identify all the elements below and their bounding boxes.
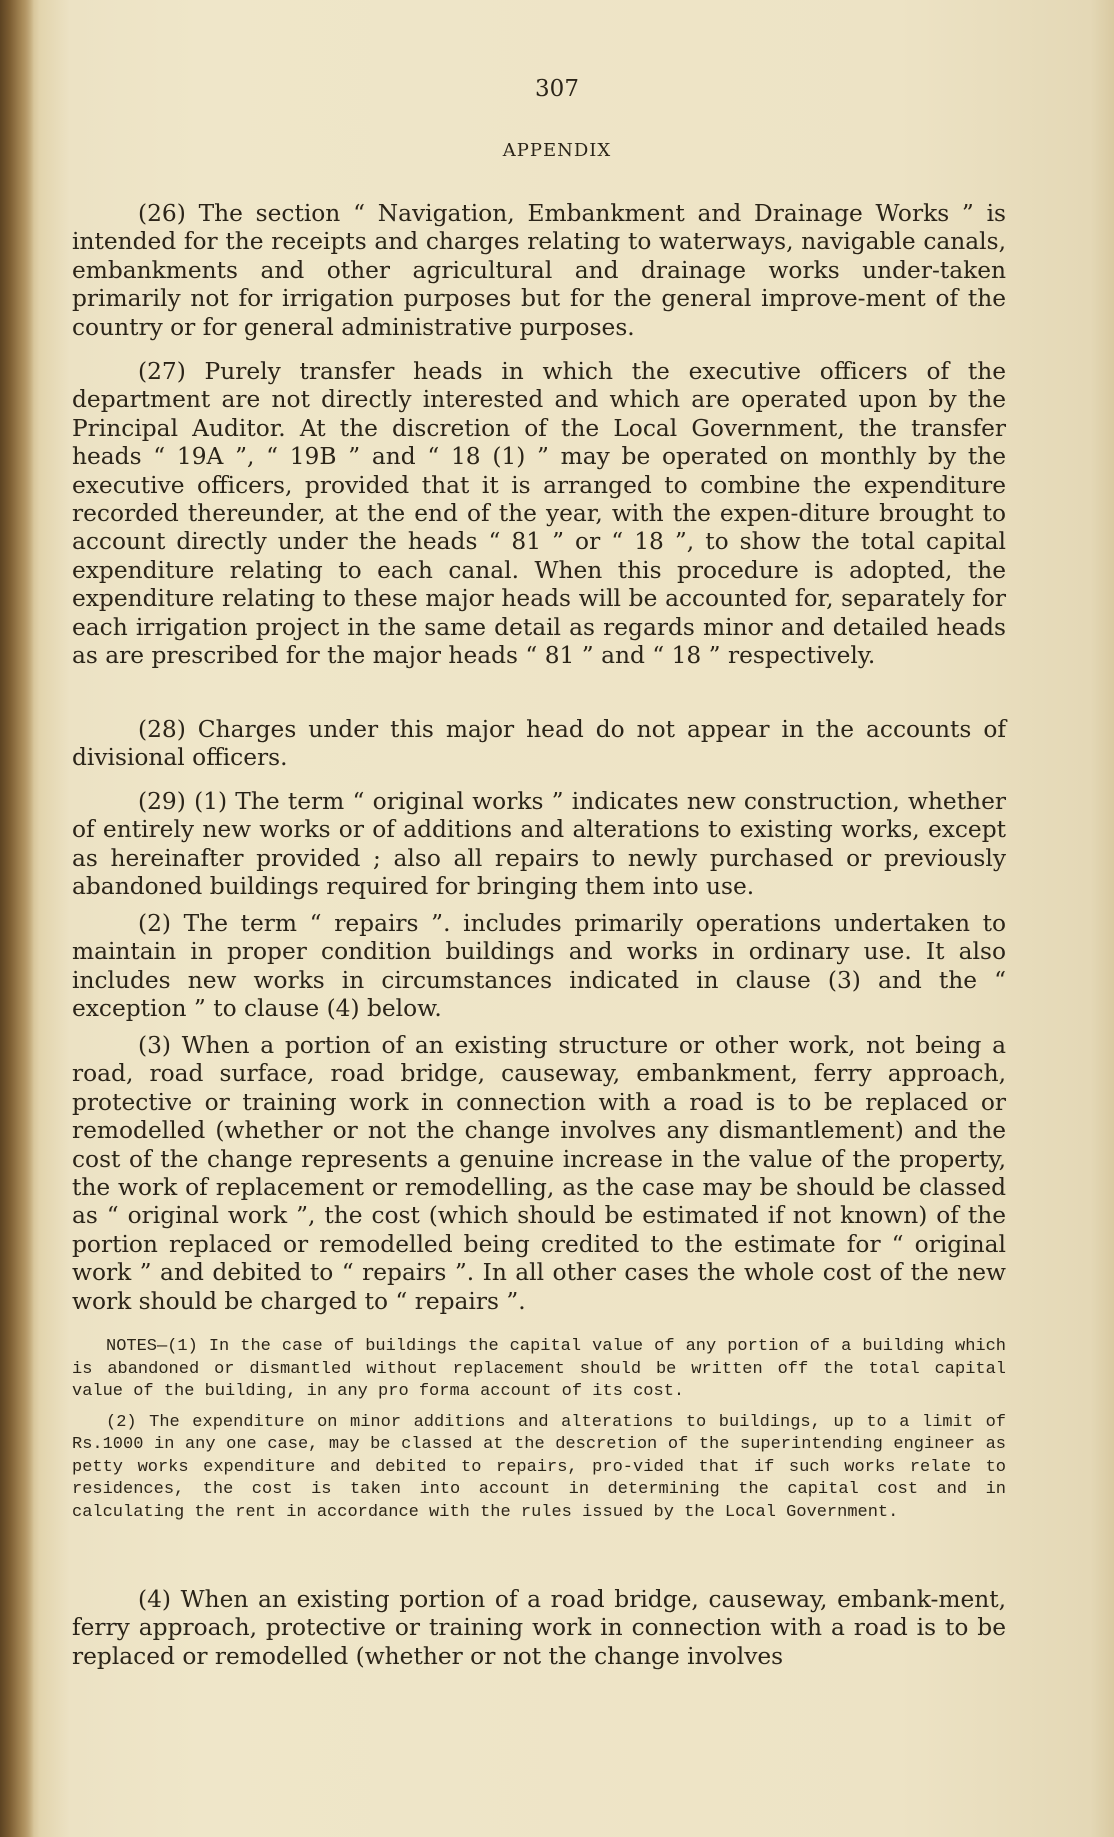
paragraph-29-4-block [72, 1586, 1006, 1671]
paragraph-26-block [72, 200, 1006, 342]
paragraph-29-3-block [72, 1032, 1006, 1316]
page-heading: APPENDIX [502, 140, 612, 161]
paragraph-26: (26) The section “ Navigation, Embankment and Drainage Works ” is intended for the receipts and charges relating to waterways, navigable canals, embankments and other agricultural and drainage works under-taken primarily not for irrigation purposes but for the general improve-ment of the country or for general administrative purposes. [72, 200, 1006, 341]
notes-block [72, 1336, 1006, 1524]
paragraph-29-1-block [72, 788, 1006, 902]
note-2: (2) The expenditure on minor additions and alterations to buildings, up to a limit of Rs.1000 in any one case, may be classed at the descretion of the superintending engineer as petty works expenditure and debited to repairs, pro-vided that if such works relate to residences, the cost is taken into account in determining the capital cost and in calculating the rent in accordance with the rules issued by the Local Government. [72, 1412, 1006, 1522]
paragraph-27: (27) Purely transfer heads in which the executive officers of the department are not directly interested and which are operated upon by the Principal Auditor. At the discretion of the Local Government, the transfer heads “ 19A ”, “ 19B ” and “ 18 (1) ” may be operated on monthly by the executive officers, provided that it is arranged to combine the expenditure recorded thereunder, at the end of the year, with the expen-diture brought to account directly under the heads “ 81 ” or “ 18 ”, to show the total capital expenditure relating to each canal. When this procedure is adopted, the expenditure relating to these major heads will be accounted for, separately for each irrigation project in the same detail as regards minor and detailed heads as are prescribed for the major heads “ 81 ” and “ 18 ” respectively. [72, 358, 1006, 670]
paragraph-29-2: (2) The term “ repairs ”. includes primarily operations undertaken to maintain in proper condition buildings and works in ordinary use. It also includes new works in circumstances indicated in clause (3) and the “ exception ” to clause (4) below. [72, 910, 1006, 1023]
note-1: NOTES—(1) In the case of buildings the capital value of any portion of a building which is abandoned or dismantled without replacement should be written off the total capital value of the building, in any pro forma account of its cost. [72, 1337, 1006, 1401]
paragraph-29-4: (4) When an existing portion of a road bridge, causeway, embank-ment, ferry approach, protective or training work in connection with a road is to be replaced or remodelled (whether or not the change involves [72, 1586, 1006, 1670]
page-number: 307 [535, 76, 579, 102]
paragraph-29-3: (3) When a portion of an existing structure or other work, not being a road, road surface, road bridge, causeway, embankment, ferry approach, protective or training work in connection with a road is to be replaced or remodelled (whether or not the change involves any dismantlement) and the cost of the change represents a genuine increase in the value of the property, the work of replacement or remodelling, as the case may be should be classed as “ original work ”, the cost (which should be estimated if not known) of the portion replaced or remodelled being credited to the estimate for “ original work ” and debited to “ repairs ”. In all other cases the whole cost of the new work should be charged to “ repairs ”. [72, 1032, 1006, 1315]
book-spine-shadow [0, 0, 34, 1837]
paragraph-29-1: (29) (1) The term “ original works ” indicates new construction, whether of entirely new works or of additions and alterations to existing works, except as hereinafter provided ; also all repairs to newly purchased or previously abandoned buildings required for bringing them into use. [72, 788, 1006, 901]
paragraph-28-block [72, 716, 1006, 773]
paragraph-28: (28) Charges under this major head do not appear in the accounts of divisional officers. [72, 716, 1006, 772]
paragraph-29-2-block [72, 910, 1006, 1024]
paragraph-27-block [72, 358, 1006, 670]
